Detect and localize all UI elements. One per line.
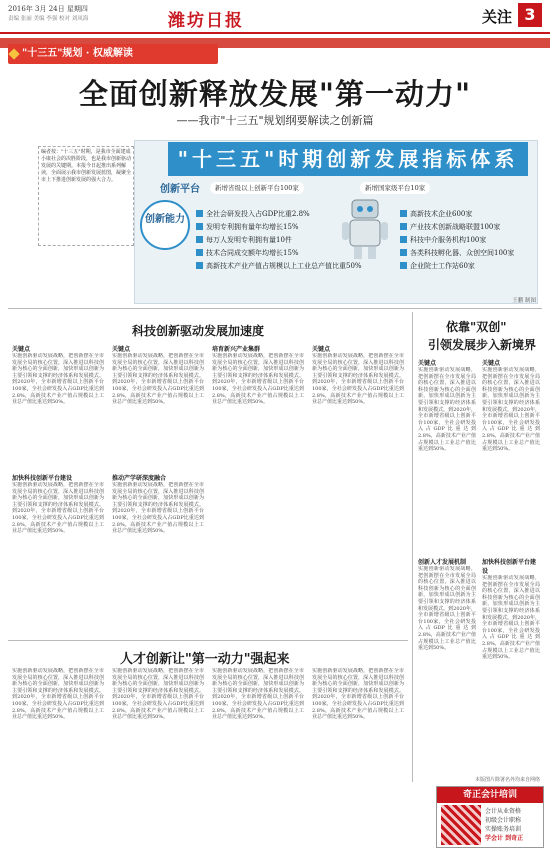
editor-note: 编者按："十三五"时期，是我市全面建成小康社会的决胜阶段，也是我市创新驱动发展的关键期。本报今日起推出系列解读，全面展示我市创新发展蓝图，凝聚全市上下推进创新发展的强大合力。 (38, 146, 134, 246)
capability-label: 创新能力 (145, 214, 185, 225)
editor-credits: 责编 张丽 美编 李强 校对 刘凤海 (8, 16, 89, 22)
list-item: 高新技术产业产值占规模以上工业总产值比重50% (196, 260, 362, 273)
main-headline: 全面创新释放发展"第一动力" (78, 77, 472, 111)
article-title-tech: 科技创新驱动发展加速度 (132, 324, 265, 338)
newspaper-masthead: 潍坊日报 (168, 11, 244, 31)
bullet-icon (196, 249, 203, 256)
platform-item: 新增国家级平台10家 (360, 182, 430, 194)
ad-line: 会计从业资格 (485, 808, 522, 815)
bullet-icon (400, 249, 407, 256)
page-number: 3 (518, 3, 542, 27)
advertisement[interactable] (436, 786, 544, 848)
ad-title: 奇正会计培训 (437, 787, 543, 803)
divider (8, 640, 408, 641)
list-item: 各类科技孵化器、众创空间100家 (400, 247, 514, 260)
divider (8, 308, 542, 309)
platform-item: 新增省级以上创新平台100家 (210, 182, 304, 194)
platform-label: 创新平台 (160, 184, 200, 195)
bullet-icon (400, 223, 407, 230)
article-body-tech: 关键点 实施创新驱动发展战略，把创新摆在全市发展全局的核心位置，深入推进以科技创新为核心的全面创新，加快形成以创新为主要引领和支撑的经济体系和发展模式。到2020年，全市新增省级以上创新平台100家，全社会研发投入占GDP比重达到2.8%，高新技术产业产值占规模以上工业总产值比重达到50%。 加快科技创新平台建设 实施创新驱动发展战略，把创新摆在全市发展全局的核心位置，深入推进以科技创新为核心的全面创新，加快形成以创新为主要引领和支撑的经济体系和发展模式。到2020年，全市新增省级以上创新平台100家，全社会研发投入占GDP比重达到2.8%，高新技术产业产值占规模以上工业总产值比重达到50%。 关键点 实施创新驱动发展战略，把创新摆在全市发展全局的核心位置，深入推进以科技创新为核心的全面创新，加快形成以创新为主要引领和支撑的经济体系和发展模式。到2020年，全市新增省级以上创新平台100家，全社会研发投入占GDP比重达到2.8%，高新技术产业产值占规模以上工业总产值比重达到50%。 推动产学研深度融合 实施创新驱动发展战略，把创新摆在全市发展全局的核心位置，深入推进以科技创新为核心的全面创新，加快形成以创新为主要引领和支撑的经济体系和发展模式。到2020年，全市新增省级以上创新平台100家，全社会研发投入占GDP比重达到2.8%，高新技术产业产值占规模以上工业总产值比重达到50%。 培育新兴产业集群 实施创新驱动发展战略，把创新摆在全市发展全局的核心位置，深入推进以科技创新为核心的全面创新，加快形成以创新为主要引领和支撑的经济体系和发展模式。到2020年，全市新增省级以上创新平台100家，全社会研发投入占GDP比重达到2.8%，高新技术产业产值占规模以上工业总产值比重达到50%。 关键点 实施创新驱动发展战略，把创新摆在全市发展全局的核心位置，深入推进以科技创新为核心的全面创新，加快形成以创新为主要引领和支撑的经济体系和发展模式。到2020年，全市新增省级以上创新平台100家，全社会研发投入占GDP比重达到2.8%，高新技术产业产值占规模以上工业总产值比重达到50%。 (12, 346, 404, 535)
article-title-innovation-2: 引领发展步入新境界 (428, 338, 537, 352)
column-divider (412, 312, 413, 782)
bullet-icon (400, 210, 407, 217)
bullet-icon (400, 236, 407, 243)
article-body-innovation: 关键点 实施创新驱动发展战略，把创新摆在全市发展全局的核心位置，深入推进以科技创新为核心的全面创新，加快形成以创新为主要引领和支撑的经济体系和发展模式。到2020年，全市新增省级以上创新平台100家，全社会研发投入占GDP比重达到2.8%，高新技术产业产值占规模以上工业总产值比重达到50%。 创新人才发展机制 实施创新驱动发展战略，把创新摆在全市发展全局的核心位置，深入推进以科技创新为核心的全面创新，加快形成以创新为主要引领和支撑的经济体系和发展模式。到2020年，全市新增省级以上创新平台100家，全社会研发投入占GDP比重达到2.8%，高新技术产业产值占规模以上工业总产值比重达到50%。 关键点 实施创新驱动发展战略，把创新摆在全市发展全局的核心位置，深入推进以科技创新为核心的全面创新，加快形成以创新为主要引领和支撑的经济体系和发展模式。到2020年，全市新增省级以上创新平台100家，全社会研发投入占GDP比重达到2.8%，高新技术产业产值占规模以上工业总产值比重达到50%。 加快科技创新平台建设 实施创新驱动发展战略，把创新摆在全市发展全局的核心位置，深入推进以科技创新为核心的全面创新，加快形成以创新为主要引领和支撑的经济体系和发展模式。到2020年，全市新增省级以上创新平台100家，全社会研发投入占GDP比重达到2.8%，高新技术产业产值占规模以上工业总产值比重达到50%。 (418, 360, 540, 661)
list-item: 科技中介服务机构100家 (400, 234, 514, 247)
list-item: 产业技术创新战略联盟100家 (400, 221, 514, 234)
bullet-icon (196, 236, 203, 243)
issue-date: 2016年 3月 24日 星期四 (8, 5, 88, 13)
list-item: 企业院士工作站60家 (400, 260, 514, 273)
indicator-list-right (400, 208, 514, 273)
list-item: 发明专利拥有量年均增长15% (196, 221, 362, 234)
article-title-talent: 人才创新让"第一动力"强起来 (120, 652, 290, 667)
ad-line: 初级会计职称 (485, 817, 522, 824)
list-item: 高新技术企业600家 (400, 208, 514, 221)
list-item: 技术合同成交额年均增长15% (196, 247, 362, 260)
graphic-credit: 王鹏 制图 (512, 298, 536, 304)
bullet-icon (196, 262, 203, 269)
bullet-icon (400, 262, 407, 269)
bullet-icon (196, 210, 203, 217)
article-title-innovation-1: 依靠"双创" (446, 320, 507, 334)
indicator-list-left (196, 208, 362, 273)
sub-headline: ——我市"十三五"规划纲要解读之创新篇 (176, 114, 374, 127)
article-body-talent: 实施创新驱动发展战略，把创新摆在全市发展全局的核心位置，深入推进以科技创新为核心的全面创新，加快形成以创新为主要引领和支撑的经济体系和发展模式。到2020年，全市新增省级以上创新平台100家，全社会研发投入占GDP比重达到2.8%，高新技术产业产值占规模以上工业总产值比重达到50%。 实施创新驱动发展战略，把创新摆在全市发展全局的核心位置，深入推进以科技创新为核心的全面创新，加快形成以创新为主要引领和支撑的经济体系和发展模式。到2020年，全市新增省级以上创新平台100家，全社会研发投入占GDP比重达到2.8%，高新技术产业产值占规模以上工业总产值比重达到50%。 实施创新驱动发展战略，把创新摆在全市发展全局的核心位置，深入推进以科技创新为核心的全面创新，加快形成以创新为主要引领和支撑的经济体系和发展模式。到2020年，全市新增省级以上创新平台100家，全社会研发投入占GDP比重达到2.8%，高新技术产业产值占规模以上工业总产值比重达到50%。 实施创新驱动发展战略，把创新摆在全市发展全局的核心位置，深入推进以科技创新为核心的全面创新，加快形成以创新为主要引领和支撑的经济体系和发展模式。到2020年，全市新增省级以上创新平台100家，全社会研发投入占GDP比重达到2.8%，高新技术产业产值占规模以上工业总产值比重达到50%。 (12, 668, 404, 721)
ad-slogan: 学会计 到奇正 (485, 835, 524, 842)
page-footer-note: 本版图片除署名外均来自网络 (474, 777, 540, 783)
section-title: 关注 (481, 8, 512, 26)
ad-image (441, 805, 481, 845)
infographic-title: "十三五"时期创新发展指标体系 (168, 142, 528, 176)
capability-badge (140, 200, 190, 250)
list-item: 每万人发明专利拥有量10件 (196, 234, 362, 247)
list-item: 全社会研发投入占GDP比重2.8% (196, 208, 362, 221)
series-banner: "十三五"规划 · 权威解读 (8, 44, 218, 64)
ad-line: 实操账务培训 (485, 826, 522, 833)
bullet-icon (196, 223, 203, 230)
